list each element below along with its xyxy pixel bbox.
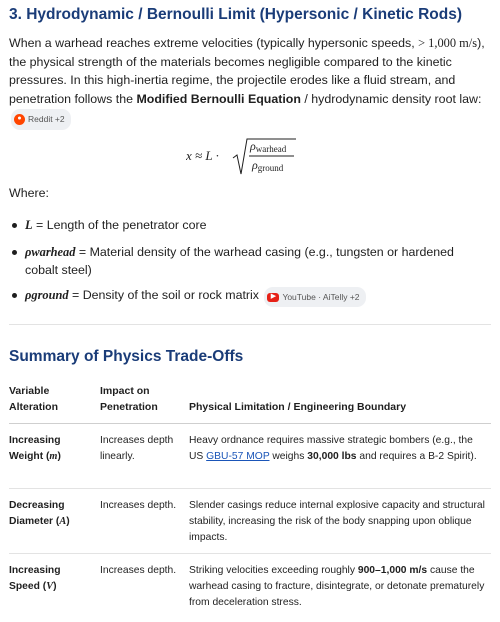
bullet-dot — [12, 250, 17, 255]
para-text-1: When a warhead reaches extreme velocities (typically hypersonic speeds, — [9, 36, 419, 50]
citation-label: Reddit +2 — [28, 114, 65, 125]
equation-name: Modified Bernoulli Equation — [136, 91, 301, 106]
section-divider — [9, 324, 491, 325]
row-limitation: Heavy ordnance requires massive strategic bombers (e.g., the US GBU-57 MOP weighs 30,000 lbs and requires a B-2 Spirit). — [189, 435, 477, 462]
row-impact: Increases depth. — [100, 565, 177, 576]
where-label: Where: — [9, 186, 49, 200]
reddit-icon: ● — [14, 114, 25, 125]
table-header-impact: Impact on Penetration — [100, 385, 158, 413]
table-header-variable: Variable Alteration — [9, 385, 59, 413]
citation-chip-youtube[interactable] — [264, 287, 365, 307]
gbu-57-link[interactable]: GBU-57 MOP — [206, 451, 270, 462]
svg-text:ρwarhead: ρwarhead — [250, 139, 287, 154]
section-heading: 3. Hydrodynamic / Bernoulli Limit (Hypersonic / Kinetic Rods) — [9, 6, 463, 23]
bullet-dot — [12, 223, 17, 228]
bullet-text: = Length of the penetrator core — [32, 218, 207, 232]
bullet-text: = Density of the soil or rock matrix — [68, 288, 259, 302]
bullet-dot — [12, 293, 17, 298]
row-divider — [9, 488, 491, 489]
formula — [186, 136, 316, 184]
svg-text:ρground: ρground — [252, 158, 284, 173]
bullet-text: = Material density of the warhead casing (e.g., tungsten or hardened cobalt steel) — [25, 245, 454, 277]
row-variable: Decreasing Diameter (A) — [9, 500, 70, 527]
citation-label: YouTube · AiTelly +2 — [282, 292, 360, 302]
table-header-rule — [9, 423, 491, 424]
summary-heading: Summary of Physics Trade-Offs — [9, 348, 244, 365]
youtube-icon: ▶ — [267, 293, 279, 302]
para-text-3: / hydrodynamic density root law: — [300, 91, 482, 106]
row-limitation: Striking velocities exceeding roughly 900–1,000 m/s cause the warhead casing to fracture, disintegrate, or detonate prematurely from deceleration stress. — [189, 565, 485, 608]
velocity-math: > 1,000 m/s — [418, 36, 478, 50]
citation-chip-reddit[interactable] — [11, 109, 71, 130]
symbol-rho-ground: ρground — [25, 288, 69, 302]
formula-svg — [186, 136, 316, 180]
symbol-rho-warhead: ρwarhead — [25, 245, 76, 259]
symbol-length: L — [25, 218, 33, 232]
row-limitation: Slender casings reduce internal explosive capacity and structural stability, increasing the risk of the body snapping upon oblique impacts. — [189, 500, 485, 543]
row-divider — [9, 553, 491, 554]
row-impact: Increases depth. — [100, 500, 177, 511]
row-variable: Increasing Weight (m) — [9, 435, 61, 462]
intro-paragraph — [9, 34, 491, 130]
svg-text:x ≈ L ·: x ≈ L · — [186, 148, 219, 163]
para-text-2: ), the physical strength of the materials becomes negligible compared to the kinetic pressures. In this high-inertia regime, the projectile erodes like a fluid stream, and penetration follows the — [9, 36, 485, 106]
row-impact: Increases depth linearly. — [100, 435, 174, 462]
row-variable: Increasing Speed (V) — [9, 565, 61, 592]
table-header-limitation: Physical Limitation / Engineering Boundary — [189, 401, 407, 413]
